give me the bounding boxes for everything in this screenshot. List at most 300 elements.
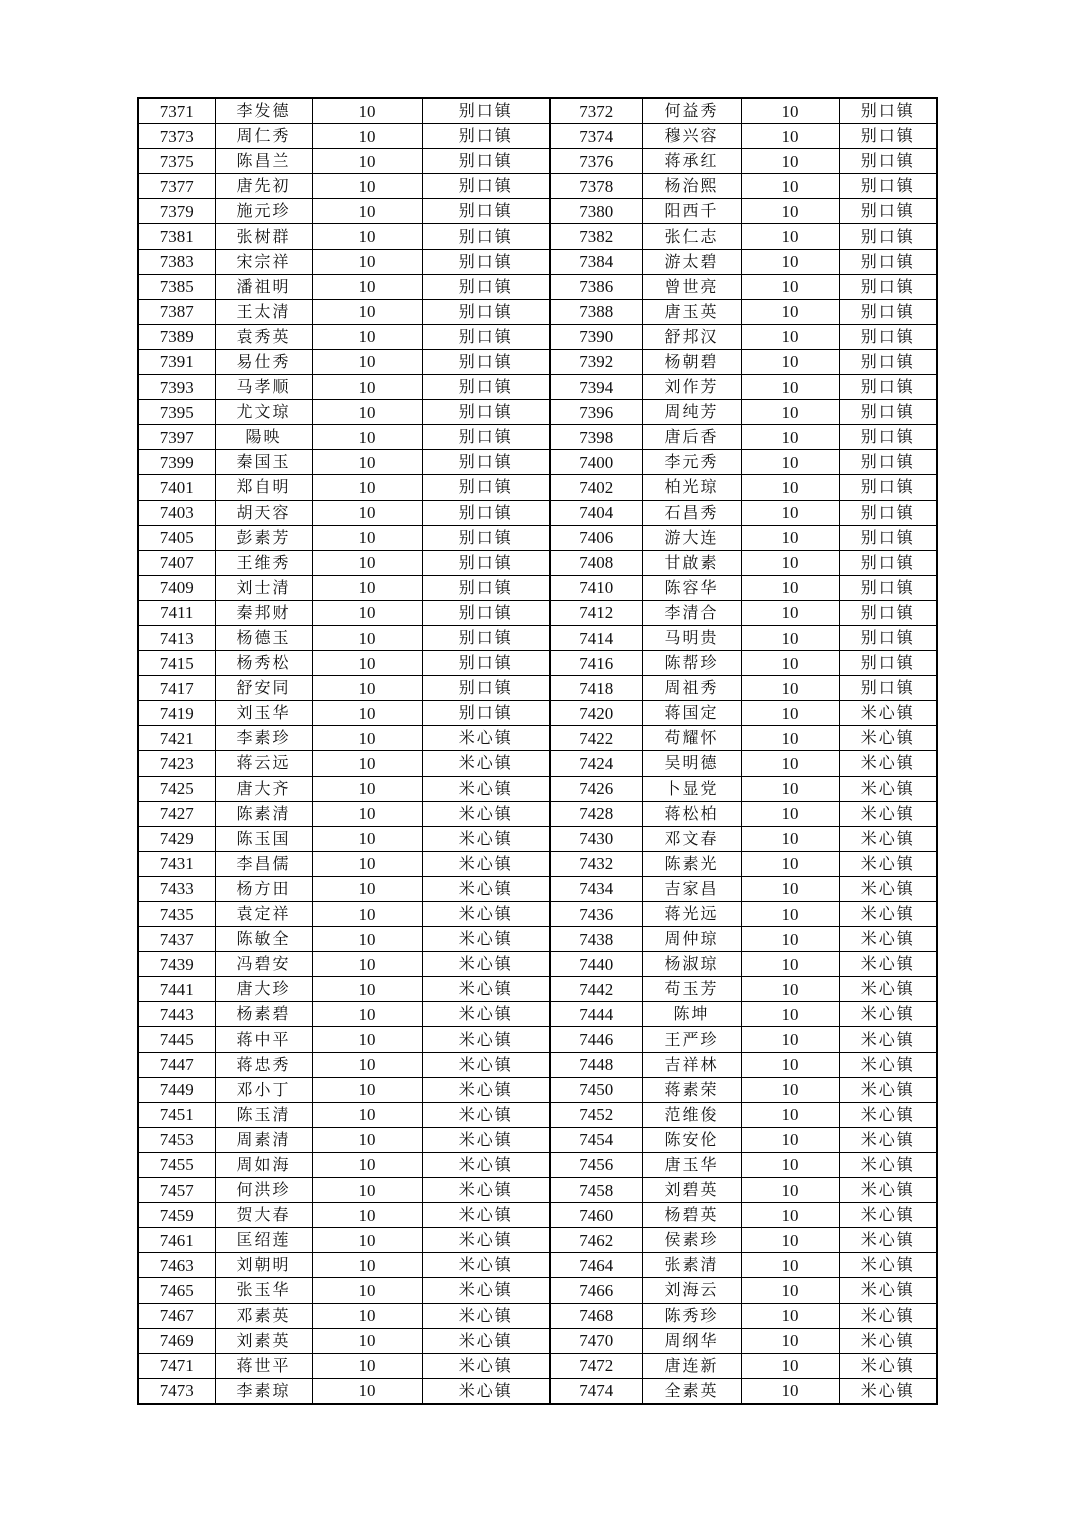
right-amount: 10	[741, 726, 839, 751]
left-record-id: 7399	[138, 450, 215, 475]
right-person-name: 杨朝碧	[642, 349, 741, 374]
right-town-name: 米心镇	[839, 776, 937, 801]
left-amount: 10	[312, 274, 422, 299]
right-record-id: 7424	[550, 751, 642, 776]
right-record-id: 7452	[550, 1102, 642, 1127]
left-record-id: 7431	[138, 851, 215, 876]
left-amount: 10	[312, 475, 422, 500]
right-amount: 10	[741, 1052, 839, 1077]
right-record-id: 7474	[550, 1378, 642, 1404]
left-amount: 10	[312, 525, 422, 550]
table-row	[138, 199, 937, 224]
left-record-id: 7457	[138, 1178, 215, 1203]
right-amount: 10	[741, 349, 839, 374]
left-amount: 10	[312, 249, 422, 274]
left-town-name: 米心镇	[422, 1152, 550, 1177]
right-amount: 10	[741, 199, 839, 224]
right-record-id: 7390	[550, 324, 642, 349]
left-amount: 10	[312, 199, 422, 224]
left-town-name: 米心镇	[422, 927, 550, 952]
roster-body	[138, 98, 937, 1404]
left-town-name: 米心镇	[422, 1052, 550, 1077]
left-town-name: 米心镇	[422, 1127, 550, 1152]
right-person-name: 李清合	[642, 600, 741, 625]
left-town-name: 别口镇	[422, 174, 550, 199]
left-town-name: 别口镇	[422, 701, 550, 726]
left-amount: 10	[312, 1102, 422, 1127]
left-person-name: 蒋忠秀	[215, 1052, 312, 1077]
right-town-name: 别口镇	[839, 550, 937, 575]
left-town-name: 米心镇	[422, 1002, 550, 1027]
right-amount: 10	[741, 751, 839, 776]
left-person-name: 蒋中平	[215, 1027, 312, 1052]
left-person-name: 李素琼	[215, 1378, 312, 1404]
right-town-name: 米心镇	[839, 726, 937, 751]
right-person-name: 唐玉英	[642, 299, 741, 324]
left-amount: 10	[312, 1052, 422, 1077]
right-record-id: 7472	[550, 1353, 642, 1378]
left-record-id: 7395	[138, 400, 215, 425]
right-record-id: 7404	[550, 500, 642, 525]
right-record-id: 7374	[550, 124, 642, 149]
right-town-name: 米心镇	[839, 876, 937, 901]
right-record-id: 7372	[550, 98, 642, 124]
right-person-name: 邓文春	[642, 826, 741, 851]
left-record-id: 7453	[138, 1127, 215, 1152]
table-row	[138, 124, 937, 149]
right-record-id: 7414	[550, 625, 642, 650]
right-record-id: 7448	[550, 1052, 642, 1077]
left-town-name: 别口镇	[422, 475, 550, 500]
left-town-name: 别口镇	[422, 224, 550, 249]
right-person-name: 杨碧英	[642, 1203, 741, 1228]
left-person-name: 刘朝明	[215, 1253, 312, 1278]
left-town-name: 别口镇	[422, 575, 550, 600]
left-town-name: 米心镇	[422, 726, 550, 751]
left-person-name: 马孝顺	[215, 375, 312, 400]
left-amount: 10	[312, 299, 422, 324]
table-row	[138, 98, 937, 124]
right-amount: 10	[741, 299, 839, 324]
table-row	[138, 400, 937, 425]
right-person-name: 穆兴容	[642, 124, 741, 149]
right-amount: 10	[741, 902, 839, 927]
right-person-name: 吉祥林	[642, 1052, 741, 1077]
left-person-name: 秦国玉	[215, 450, 312, 475]
left-person-name: 陈敏全	[215, 927, 312, 952]
right-amount: 10	[741, 525, 839, 550]
right-town-name: 别口镇	[839, 174, 937, 199]
table-row	[138, 826, 937, 851]
table-row	[138, 1378, 937, 1404]
left-person-name: 杨素碧	[215, 1002, 312, 1027]
right-amount: 10	[741, 450, 839, 475]
right-record-id: 7466	[550, 1278, 642, 1303]
right-town-name: 别口镇	[839, 299, 937, 324]
right-person-name: 王严珍	[642, 1027, 741, 1052]
left-record-id: 7455	[138, 1152, 215, 1177]
table-row	[138, 1077, 937, 1102]
right-person-name: 唐连新	[642, 1353, 741, 1378]
right-town-name: 米心镇	[839, 1127, 937, 1152]
right-person-name: 范维俊	[642, 1102, 741, 1127]
right-town-name: 米心镇	[839, 927, 937, 952]
right-record-id: 7440	[550, 952, 642, 977]
left-record-id: 7389	[138, 324, 215, 349]
right-town-name: 米心镇	[839, 1052, 937, 1077]
right-person-name: 苟耀怀	[642, 726, 741, 751]
table-row	[138, 425, 937, 450]
left-record-id: 7471	[138, 1353, 215, 1378]
right-amount: 10	[741, 1077, 839, 1102]
left-person-name: 张玉华	[215, 1278, 312, 1303]
right-town-name: 米心镇	[839, 801, 937, 826]
left-amount: 10	[312, 801, 422, 826]
table-row	[138, 1002, 937, 1027]
left-record-id: 7451	[138, 1102, 215, 1127]
right-record-id: 7462	[550, 1228, 642, 1253]
table-row	[138, 751, 937, 776]
left-record-id: 7463	[138, 1253, 215, 1278]
right-amount: 10	[741, 1228, 839, 1253]
table-row	[138, 726, 937, 751]
table-row	[138, 1353, 937, 1378]
left-amount: 10	[312, 224, 422, 249]
right-town-name: 别口镇	[839, 625, 937, 650]
right-record-id: 7416	[550, 651, 642, 676]
right-record-id: 7376	[550, 149, 642, 174]
right-amount: 10	[741, 1203, 839, 1228]
left-person-name: 郑自明	[215, 475, 312, 500]
right-person-name: 陈容华	[642, 575, 741, 600]
right-town-name: 别口镇	[839, 224, 937, 249]
right-town-name: 别口镇	[839, 651, 937, 676]
left-record-id: 7445	[138, 1027, 215, 1052]
left-record-id: 7407	[138, 550, 215, 575]
left-amount: 10	[312, 1027, 422, 1052]
left-town-name: 米心镇	[422, 826, 550, 851]
right-town-name: 米心镇	[839, 1002, 937, 1027]
left-record-id: 7441	[138, 977, 215, 1002]
left-amount: 10	[312, 600, 422, 625]
left-town-name: 米心镇	[422, 851, 550, 876]
table-row	[138, 600, 937, 625]
left-town-name: 米心镇	[422, 1102, 550, 1127]
table-row	[138, 927, 937, 952]
left-record-id: 7421	[138, 726, 215, 751]
right-amount: 10	[741, 400, 839, 425]
right-record-id: 7406	[550, 525, 642, 550]
left-record-id: 7467	[138, 1303, 215, 1328]
left-person-name: 贺大春	[215, 1203, 312, 1228]
right-person-name: 柏光琼	[642, 475, 741, 500]
table-row	[138, 149, 937, 174]
left-amount: 10	[312, 1203, 422, 1228]
right-amount: 10	[741, 1353, 839, 1378]
right-person-name: 陈安伦	[642, 1127, 741, 1152]
left-town-name: 别口镇	[422, 651, 550, 676]
right-amount: 10	[741, 776, 839, 801]
left-person-name: 陽映	[215, 425, 312, 450]
right-record-id: 7388	[550, 299, 642, 324]
left-amount: 10	[312, 124, 422, 149]
right-person-name: 张素清	[642, 1253, 741, 1278]
left-record-id: 7439	[138, 952, 215, 977]
right-record-id: 7434	[550, 876, 642, 901]
right-town-name: 米心镇	[839, 1303, 937, 1328]
left-amount: 10	[312, 450, 422, 475]
left-person-name: 杨德玉	[215, 625, 312, 650]
right-amount: 10	[741, 1127, 839, 1152]
right-amount: 10	[741, 600, 839, 625]
right-record-id: 7382	[550, 224, 642, 249]
right-town-name: 米心镇	[839, 977, 937, 1002]
table-row	[138, 299, 937, 324]
left-person-name: 陈玉国	[215, 826, 312, 851]
right-record-id: 7456	[550, 1152, 642, 1177]
right-town-name: 别口镇	[839, 249, 937, 274]
right-person-name: 何益秀	[642, 98, 741, 124]
right-town-name: 米心镇	[839, 902, 937, 927]
left-person-name: 潘祖明	[215, 274, 312, 299]
right-amount: 10	[741, 826, 839, 851]
right-person-name: 刘海云	[642, 1278, 741, 1303]
right-amount: 10	[741, 1178, 839, 1203]
right-person-name: 刘碧英	[642, 1178, 741, 1203]
table-row	[138, 701, 937, 726]
right-record-id: 7432	[550, 851, 642, 876]
right-town-name: 米心镇	[839, 1378, 937, 1404]
table-row	[138, 1303, 937, 1328]
left-person-name: 杨秀松	[215, 651, 312, 676]
left-amount: 10	[312, 1002, 422, 1027]
left-amount: 10	[312, 500, 422, 525]
left-town-name: 米心镇	[422, 1303, 550, 1328]
left-amount: 10	[312, 349, 422, 374]
left-amount: 10	[312, 651, 422, 676]
left-amount: 10	[312, 375, 422, 400]
right-record-id: 7464	[550, 1253, 642, 1278]
right-amount: 10	[741, 1152, 839, 1177]
left-town-name: 米心镇	[422, 1077, 550, 1102]
left-person-name: 尤文琼	[215, 400, 312, 425]
left-amount: 10	[312, 1278, 422, 1303]
left-record-id: 7417	[138, 676, 215, 701]
left-record-id: 7437	[138, 927, 215, 952]
left-amount: 10	[312, 1228, 422, 1253]
left-person-name: 胡天容	[215, 500, 312, 525]
left-person-name: 秦邦财	[215, 600, 312, 625]
right-record-id: 7426	[550, 776, 642, 801]
right-person-name: 陈素光	[642, 851, 741, 876]
table-row	[138, 902, 937, 927]
left-record-id: 7465	[138, 1278, 215, 1303]
right-amount: 10	[741, 1002, 839, 1027]
right-person-name: 全素英	[642, 1378, 741, 1404]
left-town-name: 米心镇	[422, 1278, 550, 1303]
right-amount: 10	[741, 977, 839, 1002]
table-row	[138, 851, 937, 876]
right-town-name: 米心镇	[839, 1228, 937, 1253]
right-record-id: 7412	[550, 600, 642, 625]
left-person-name: 何洪珍	[215, 1178, 312, 1203]
left-amount: 10	[312, 902, 422, 927]
right-person-name: 周纲华	[642, 1328, 741, 1353]
left-amount: 10	[312, 676, 422, 701]
right-person-name: 甘啟素	[642, 550, 741, 575]
right-record-id: 7418	[550, 676, 642, 701]
right-record-id: 7392	[550, 349, 642, 374]
right-amount: 10	[741, 876, 839, 901]
right-person-name: 周仲琼	[642, 927, 741, 952]
right-amount: 10	[741, 701, 839, 726]
right-town-name: 米心镇	[839, 1178, 937, 1203]
roster-table	[137, 97, 938, 1405]
right-town-name: 别口镇	[839, 450, 937, 475]
table-row	[138, 500, 937, 525]
left-town-name: 别口镇	[422, 375, 550, 400]
right-amount: 10	[741, 475, 839, 500]
left-person-name: 陈昌兰	[215, 149, 312, 174]
right-person-name: 蒋松柏	[642, 801, 741, 826]
table-row	[138, 525, 937, 550]
left-amount: 10	[312, 425, 422, 450]
right-person-name: 苟玉芳	[642, 977, 741, 1002]
left-person-name: 陈素清	[215, 801, 312, 826]
right-record-id: 7384	[550, 249, 642, 274]
right-person-name: 杨治熙	[642, 174, 741, 199]
left-amount: 10	[312, 149, 422, 174]
right-town-name: 别口镇	[839, 149, 937, 174]
right-person-name: 吉家昌	[642, 876, 741, 901]
left-town-name: 别口镇	[422, 249, 550, 274]
right-record-id: 7428	[550, 801, 642, 826]
left-town-name: 米心镇	[422, 1203, 550, 1228]
left-record-id: 7377	[138, 174, 215, 199]
right-town-name: 米心镇	[839, 1027, 937, 1052]
left-town-name: 别口镇	[422, 450, 550, 475]
left-amount: 10	[312, 1303, 422, 1328]
right-record-id: 7430	[550, 826, 642, 851]
right-town-name: 米心镇	[839, 1353, 937, 1378]
right-town-name: 别口镇	[839, 425, 937, 450]
right-person-name: 陈帮珍	[642, 651, 741, 676]
right-person-name: 李元秀	[642, 450, 741, 475]
left-person-name: 唐先初	[215, 174, 312, 199]
right-person-name: 卜显党	[642, 776, 741, 801]
table-row	[138, 249, 937, 274]
left-record-id: 7469	[138, 1328, 215, 1353]
left-town-name: 别口镇	[422, 299, 550, 324]
right-record-id: 7442	[550, 977, 642, 1002]
table-row	[138, 274, 937, 299]
right-record-id: 7394	[550, 375, 642, 400]
right-amount: 10	[741, 500, 839, 525]
left-amount: 10	[312, 625, 422, 650]
right-record-id: 7438	[550, 927, 642, 952]
right-person-name: 张仁志	[642, 224, 741, 249]
right-amount: 10	[741, 1253, 839, 1278]
right-amount: 10	[741, 224, 839, 249]
left-record-id: 7373	[138, 124, 215, 149]
right-person-name: 蒋承红	[642, 149, 741, 174]
right-person-name: 唐后香	[642, 425, 741, 450]
right-person-name: 蒋素荣	[642, 1077, 741, 1102]
left-record-id: 7447	[138, 1052, 215, 1077]
left-person-name: 匡绍莲	[215, 1228, 312, 1253]
left-town-name: 别口镇	[422, 349, 550, 374]
right-person-name: 蒋光远	[642, 902, 741, 927]
right-amount: 10	[741, 324, 839, 349]
left-amount: 10	[312, 776, 422, 801]
left-town-name: 米心镇	[422, 876, 550, 901]
left-town-name: 米心镇	[422, 1027, 550, 1052]
left-person-name: 刘玉华	[215, 701, 312, 726]
table-row	[138, 801, 937, 826]
table-row	[138, 224, 937, 249]
table-row	[138, 1328, 937, 1353]
left-person-name: 冯碧安	[215, 952, 312, 977]
left-record-id: 7423	[138, 751, 215, 776]
left-record-id: 7393	[138, 375, 215, 400]
right-town-name: 别口镇	[839, 375, 937, 400]
right-amount: 10	[741, 651, 839, 676]
left-record-id: 7449	[138, 1077, 215, 1102]
right-amount: 10	[741, 851, 839, 876]
left-amount: 10	[312, 1152, 422, 1177]
right-town-name: 别口镇	[839, 575, 937, 600]
left-record-id: 7411	[138, 600, 215, 625]
right-amount: 10	[741, 1378, 839, 1404]
right-person-name: 陈秀珍	[642, 1303, 741, 1328]
left-person-name: 刘士清	[215, 575, 312, 600]
right-record-id: 7458	[550, 1178, 642, 1203]
left-person-name: 李发德	[215, 98, 312, 124]
left-amount: 10	[312, 174, 422, 199]
right-town-name: 米心镇	[839, 1278, 937, 1303]
right-record-id: 7396	[550, 400, 642, 425]
left-person-name: 袁定祥	[215, 902, 312, 927]
left-person-name: 袁秀英	[215, 324, 312, 349]
right-person-name: 蒋国定	[642, 701, 741, 726]
left-town-name: 米心镇	[422, 751, 550, 776]
table-row	[138, 1203, 937, 1228]
left-town-name: 别口镇	[422, 500, 550, 525]
left-town-name: 别口镇	[422, 324, 550, 349]
right-record-id: 7468	[550, 1303, 642, 1328]
left-town-name: 米心镇	[422, 1178, 550, 1203]
left-amount: 10	[312, 876, 422, 901]
left-person-name: 周如海	[215, 1152, 312, 1177]
left-record-id: 7413	[138, 625, 215, 650]
left-person-name: 王太清	[215, 299, 312, 324]
right-record-id: 7444	[550, 1002, 642, 1027]
left-amount: 10	[312, 1328, 422, 1353]
left-town-name: 别口镇	[422, 425, 550, 450]
right-record-id: 7400	[550, 450, 642, 475]
right-person-name: 马明贵	[642, 625, 741, 650]
left-town-name: 别口镇	[422, 676, 550, 701]
right-record-id: 7410	[550, 575, 642, 600]
left-record-id: 7391	[138, 349, 215, 374]
left-town-name: 别口镇	[422, 274, 550, 299]
left-amount: 10	[312, 927, 422, 952]
left-amount: 10	[312, 575, 422, 600]
right-amount: 10	[741, 625, 839, 650]
right-town-name: 米心镇	[839, 952, 937, 977]
right-record-id: 7446	[550, 1027, 642, 1052]
left-amount: 10	[312, 1253, 422, 1278]
